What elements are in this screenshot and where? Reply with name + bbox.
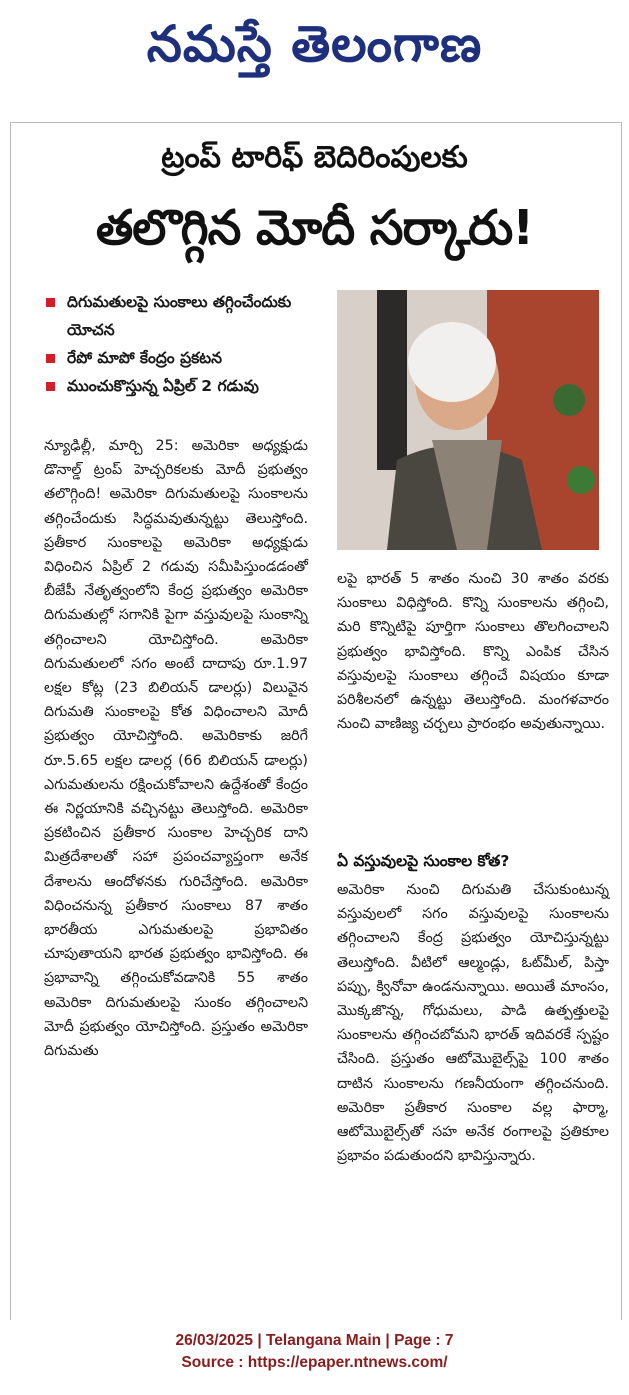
man-from-behind-photo xyxy=(337,290,599,550)
masthead xyxy=(0,0,629,100)
edition-info: 26/03/2025 | Telangana Main | Page : 7 xyxy=(175,1332,454,1349)
highlight-item xyxy=(46,344,331,372)
source-footer xyxy=(0,1330,629,1374)
article-headline: తలొగ్గిన మోదీ సర్కారు! xyxy=(95,200,534,256)
article-body-left: న్యూఢిల్లీ, మార్చి 25: అమెరికా అధ్యక్షుడు డొనాల్డ్ ట్రంప్ హెచ్చరికలకు మోదీ ప్రభుత్వం తలొగ్గింది! అమెరికా దిగుమతులపై సుంకాలను తగ్గించేందుకు సిద్ధమవుతున్నట్టు తెలుస్తోంది. ప్రతీకార సుంకాలపై అమెరికా అధ్యక్షుడు విధించిన ఏప్రిల్ 2 గడువు సమీపిస్తుండడంతో బీజేపీ నేతృత్వంలోని కేంద్ర ప్రభుత్వం అమెరికా దిగుమతుల్లో సగానికి పైగా వస్తువులపై సుంకాన్ని తగ్గించాలని యోచిస్తోంది. అమెరికా దిగుమతులలో సగం అంటే దాదాపు రూ.1.97 లక్షల కోట్ల (23 బిలియన్ డాలర్లు) విలువైన దిగుమతి సుంకాలపై కోత విధించాలని మోదీ ప్రభుత్వం యోచిస్తోంది. అమెరికాకు జరిగే రూ.5.65 లక్షల డాలర్ల (66 బిలియన్ డాలర్లు) ఎగుమతులను రక్షించుకోవాలని ఉద్దేశంతో కేంద్రం ఈ నిర్ణయానికి వచ్చినట్టు తెలుస్తోంది. అమెరికా ప్రకటించిన ప్రతీకార సుంకాల హెచ్చరిక దాని మిత్రదేశాలతో సహా ప్రపంచవ్యాప్తంగా అనేక దేశాలను ఆందోళనకు గురిచేస్తోంది. అమెరికా విధించనున్న ప్రతీకార సుంకాలు 87 శాతం భారతీయ ఎగుమతులపై ప్రభావితం చూపుతాయని భారత ప్రభుత్వం భావిస్తోంది. ఈ ప్రభావాన్ని తగ్గించుకోవడానికి 55 శాతం అమెరికా దిగుమతులపై సుంకం తగ్గించాలని మోదీ ప్రభుత్వం యోచిస్తోంది. ప్రస్తుతం అమెరికా దిగుమతు xyxy=(44,438,308,1060)
newspaper-logo: నమస్తే తెలంగాణ xyxy=(146,14,483,73)
highlight-text: రేపో మాపో కేంద్రం ప్రకటన xyxy=(67,349,223,367)
bullet-square-icon xyxy=(46,382,55,391)
article-subhead: ఏ వస్తువులపై సుంకాల కోత? xyxy=(337,852,510,870)
highlight-item xyxy=(46,288,331,344)
highlight-list xyxy=(46,288,331,400)
article-body-right-top: లపై భారత్ 5 శాతం నుంచి 30 శాతం వరకు సుంకాలు విధిస్తోంది. కొన్ని సుంకాలను తగ్గించి, మరి కొన్నిటిపై పూర్తిగా సుంకాలు తొలగించాలని ప్రభుత్వం భావిస్తోంది. కొన్ని ఎంపిక చేసిన వస్తువులపై సుంకాలు తగ్గించే విషయం కూడా పరిశీలనలో ఉన్నట్టు తెలుస్తోంది. మంగళవారం నుంచి వాణిజ్య చర్చలు ప్రారంభం అవుతున్నాయి. xyxy=(337,571,609,733)
article-kicker: ట్రంప్ టారిఫ్ బెదిరింపులకు xyxy=(161,140,468,175)
highlight-text: దిగుమతులపై సుంకాలు తగ్గించేందుకు యోచన xyxy=(67,293,292,339)
bullet-square-icon xyxy=(46,298,55,307)
highlight-text: ముంచుకొస్తున్న ఏప్రిల్ 2 గడువు xyxy=(67,377,259,395)
highlight-item xyxy=(46,372,331,400)
article-photo xyxy=(337,290,599,550)
bullet-square-icon xyxy=(46,354,55,363)
source-link[interactable]: Source : https://epaper.ntnews.com/ xyxy=(181,1354,448,1371)
article-body-right-bottom: అమెరికా నుంచి దిగుమతి చేసుకుంటున్న వస్తువులలో సగం వస్తువులపై సుంకాలను తగ్గించాలని కేంద్ర ప్రభుత్వం యోచిస్తున్నట్టు తెలుస్తోంది. వీటిలో ఆల్మండ్లు, ఓట్‌మీల్, పిస్తా పప్పు, క్వినోవా ఉండనున్నాయి. అయితే మాంసం, మొక్కజొన్న, గోధుమలు, పాడి ఉత్పత్తులపై సుంకాలను తగ్గించబోమని భారత్ ఇదివరకే స్పష్టం చేసింది. ప్రస్తుతం ఆటోమొబైల్స్‌పై 100 శాతం దాటిన సుంకాలను గణనీయంగా తగ్గించనుంది. అమెరికా ప్రతీకార సుంకాల వల్ల ఫార్మా, ఆటోమొబైల్స్‌తో సహ అనేక రంగాలపై ప్రతికూల ప్రభావం పడుతుందని భావిస్తున్నారు. xyxy=(337,882,609,1165)
